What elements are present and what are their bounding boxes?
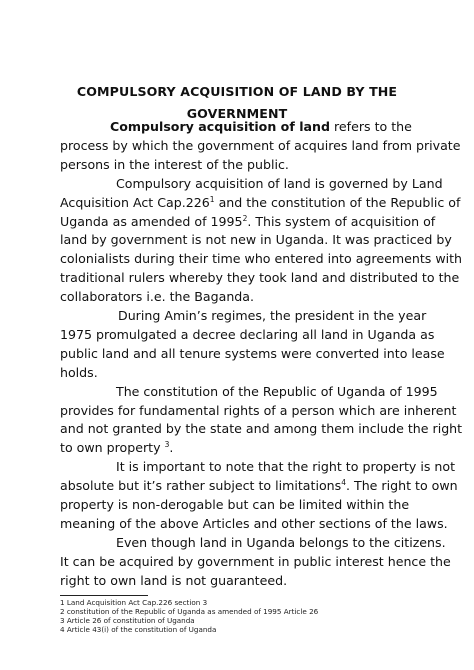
paragraph-6-line-2: It can be acquired by government in public interest hence the [60,553,451,569]
paragraph-6-line-1: Even though land in Uganda belongs to the citizens. [116,534,446,550]
footnote-3: 3 Article 26 of constitution of Uganda [60,615,195,625]
paragraph-1-line-2: process by which the government of acquires land from private [60,137,461,153]
footnote-ref-3[interactable]: 3 [164,440,170,450]
footnote-ref-1[interactable]: 1 [209,194,215,204]
paragraph-2-line-7: collaborators i.e. the Baganda. [60,289,255,305]
paragraph-3-line-1: During Amin’s regimes, the president in the year [118,308,427,323]
paragraph-1-line-3: persons in the interest of the public. [60,156,289,172]
defined-term: Compulsory acquisition of land [110,119,330,134]
footnote-ref-2[interactable]: 2 [242,213,248,223]
paragraph-2-line-4: land by government is not new in Uganda. It was practiced by [60,232,452,248]
footnote-1: 1 Land Acquisition Act Cap.226 section 3 [60,597,208,607]
paragraph-4-line-4: to own property $^3$. [60,440,174,456]
paragraph-5-line-1: It is important to note that the right to property is not [116,459,456,475]
paragraph-5-line-3: property is non-derogable but can be limited within the [60,497,410,512]
paragraph-6-line-3: right to own land is not guaranteed. [60,572,288,588]
paragraph-4-line-3: and not granted by the state and among them include the right [60,421,463,437]
document-title-line-1: COMPULSORY ACQUISITION OF LAND BY THE [76,84,398,99]
footnote-2: 2 constitution of the Republic of Uganda as amended of 1995 Article 26 [60,606,319,616]
paragraph-4-line-1: The constitution of the Republic of Uganda of 1995 [116,383,438,399]
paragraph-1-line-1: Compulsory acquisition of land refers to the [110,119,412,134]
paragraph-2-line-3: Uganda as amended of 1995$^2$. This system of acquisition of [60,213,436,229]
paragraph-3-line-2: 1975 promulgated a decree declaring all land in Uganda as [60,326,435,342]
footnote-separator [60,595,148,596]
footnote-4: 4 Article 43(i) of the constitution of Uganda [60,624,217,634]
paragraph-2-line-6: traditional rulers whereby they took land and distributed to the [60,270,460,286]
footnote-ref-4[interactable]: 4 [341,478,346,488]
paragraph-2-line-5: colonialists during their time who entered into agreements with [60,251,463,267]
paragraph-2-line-2: Acquisition Act Cap.226$^1$ and the constitution of the Republic of [60,194,461,210]
paragraph-4-line-2: provides for fundamental rights of a person which are inherent [60,402,457,418]
paragraph-5-line-4: meaning of the above Articles and other sections of the laws. [60,515,448,531]
paragraph-5-line-2: absolute but it’s rather subject to limitations$^4$. The right to own [60,478,458,494]
paragraph-2-line-1: Compulsory acquisition of land is governed by Land [116,175,443,191]
document-title-line-2: GOVERNMENT [186,106,288,121]
paragraph-3-line-3: public land and all tenure systems were converted into lease [60,345,445,361]
paragraph-3-line-4: holds. [60,364,98,380]
